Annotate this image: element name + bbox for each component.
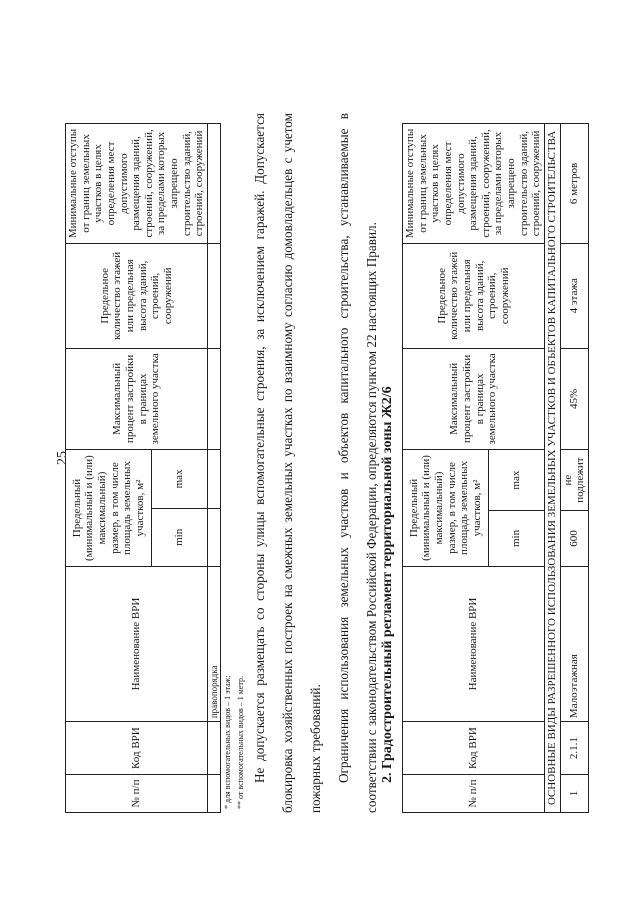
header-offsets: Минимальные отступы от границ земельных участков в целях определения мест допустимого размещения зданий, строений, сооружений, за пределами которых запрещено строительство зданий, строений, сооружений [66,124,208,244]
header-percent: Максимальный процент застройки в границах земельного участка [66,348,208,449]
header-max: max [152,450,208,509]
header-floors: Предельное количество этажей или предельная высота зданий, строений, сооружений [66,243,208,348]
header-max: max [489,450,545,511]
cell-name: Малоэтажная [560,566,588,721]
cell-code: 2.1.1 [560,722,588,775]
cell-max: не подлежит [560,450,588,511]
cell-offset: 6 метров [560,124,588,244]
header-no: № п/п [66,775,208,813]
header-size: Предельный (минимальный и (или) максимальный) размер, в том числе площадь земельных участков, м² [403,450,489,567]
table-row [560,124,588,813]
section-title: ОСНОВНЫЕ ВИДЫ РАЗРЕШЕННОГО ИСПОЛЬЗОВАНИЯ ЗЕМЕЛЬНЫХ УЧАСТКОВ И ОБЪЕКТОВ КАПИТАЛЬНОГО СТРОИТЕЛЬСТВА [545,124,561,813]
header-code: Код ВРИ [403,722,545,775]
footnote-1: * для вспомогательных видов – 1 этаж; [223,675,232,809]
header-no: № п/п [403,775,545,813]
table-row [208,124,221,813]
cell-percent: 45% [560,348,588,449]
section-row [545,124,561,813]
paragraph-2: Ограничения использования земельных участков и объектов капитального строительства, устанавливаемые в соответствии с законодательством Российской Федерации, определяются пунктом 22 настоящих Правил. [336,113,379,813]
cell-min: 600 [560,511,588,567]
regulation-table-1 [65,123,221,813]
paragraph-1: Не допускается размещать со стороны улицы вспомогательные строения, за исключением гаражей. Допускается блокировка хозяйственных построек на смежных земельных участках по взаимному согласию домовладельцев с учетом пожарных требований. [252,113,323,813]
cell-floors: 4 этажа [560,243,588,348]
header-name: Наименование ВРИ [403,566,545,721]
cell-no: 1 [560,775,588,813]
footnote-2: ** от вспомогательных видов – 1 метр. [236,676,245,809]
header-offsets: Минимальные отступы от границ земельных участков в целях определения мест допустимого размещения зданий, строений, сооружений, за пределами которых запрещено строительство зданий, строений, сооружений [403,124,545,244]
section-heading: 2. Градостроительный регламент территориальной зоны Ж2/6 [380,386,395,783]
header-percent: Максимальный процент застройки в границах земельного участка [403,348,545,449]
header-min: min [152,508,208,566]
header-floors: Предельное количество этажей или предельная высота зданий, строений, сооружений [403,243,545,348]
header-size: Предельный (минимальный и (или) максимальный) размер, в том числе площадь земельных участков, м² [66,450,152,567]
page-number: 25 [55,451,70,465]
header-min: min [489,511,545,567]
header-name: Наименование ВРИ [66,566,208,721]
header-code: Код ВРИ [66,722,208,775]
row-name: правопорядка [208,566,221,721]
regulation-table-2 [402,123,589,813]
